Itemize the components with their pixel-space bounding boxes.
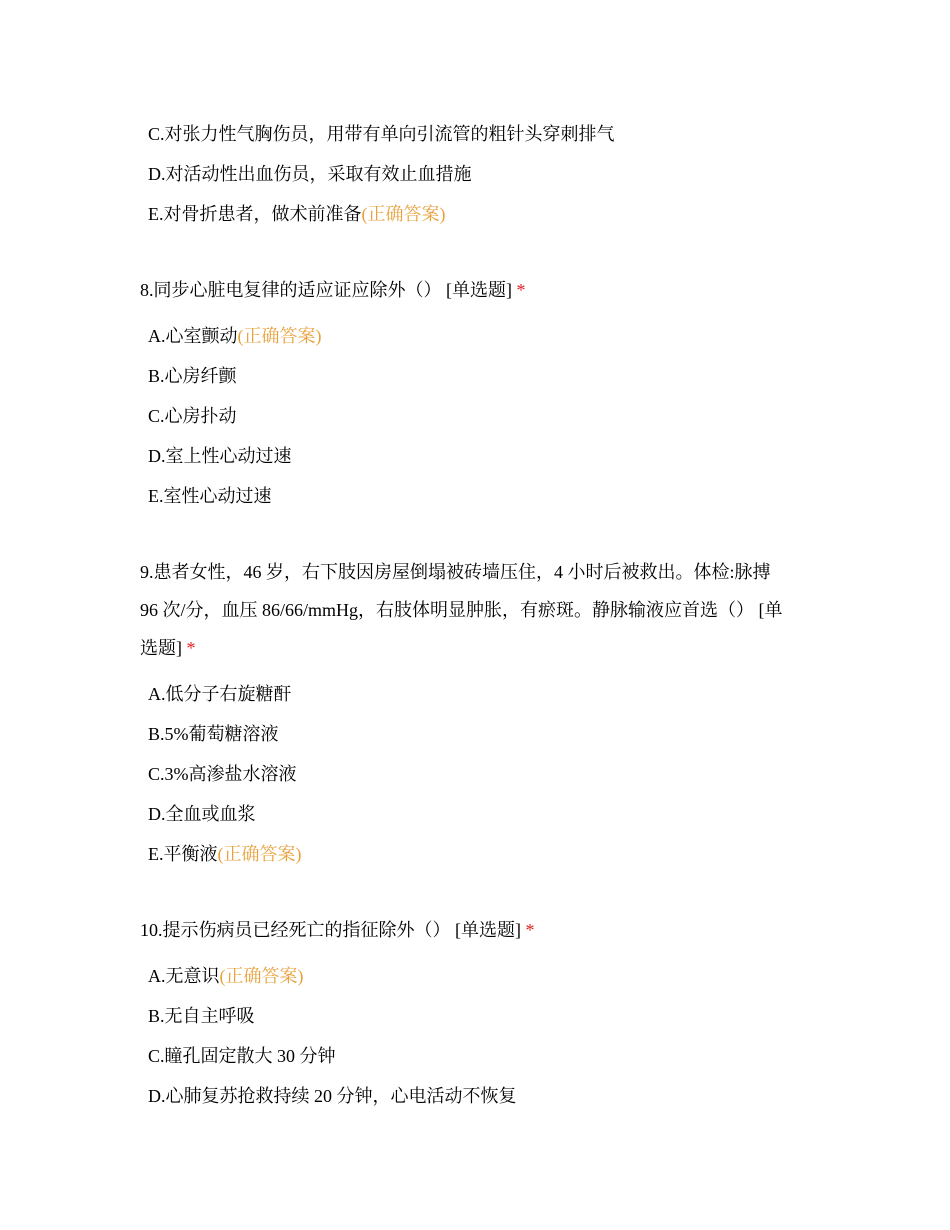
option-text: D.心肺复苏抢救持续 20 分钟，心电活动不恢复: [148, 1086, 517, 1106]
q10-option-a: [148, 964, 304, 988]
q9-title-line-3: [140, 636, 196, 660]
option-text: E.对骨折患者，做术前准备: [148, 204, 362, 224]
q8-option-e: [148, 484, 272, 508]
q8-title: [140, 278, 526, 302]
correct-answer-mark: (正确答案): [237, 326, 322, 346]
required-mark: *: [525, 920, 535, 940]
question-text: 选题]: [140, 638, 182, 658]
option-text: A.低分子右旋糖酐: [148, 684, 292, 704]
q9-option-b: [148, 722, 279, 746]
option-text: B.心房纤颤: [148, 366, 237, 386]
q8-option-d: [148, 444, 292, 468]
option-text: D.全血或血浆: [148, 804, 256, 824]
option-text: A.无意识: [148, 966, 220, 986]
question-text: 96 次/分，血压 86/66/mmHg，右肢体明显肿胀，有瘀斑。静脉输液应首选（） [单: [140, 600, 783, 620]
q7-option-c: [148, 122, 615, 146]
q9-title-line-2: [140, 598, 783, 622]
q9-title-line-1: [140, 560, 771, 584]
option-text: C.心房扑动: [148, 406, 237, 426]
q8-option-a: [148, 324, 322, 348]
q8-option-c: [148, 404, 237, 428]
option-text: B.5%葡萄糖溶液: [148, 724, 279, 744]
option-text: D.室上性心动过速: [148, 446, 292, 466]
q10-title: [140, 918, 535, 942]
option-text: C.对张力性气胸伤员，用带有单向引流管的粗针头穿刺排气: [148, 124, 615, 144]
required-mark: *: [516, 280, 526, 300]
q10-option-b: [148, 1004, 255, 1028]
option-text: C.瞳孔固定散大 30 分钟: [148, 1046, 336, 1066]
required-mark: *: [186, 638, 196, 658]
question-text: 8.同步心脏电复律的适应证应除外（） [单选题]: [140, 280, 512, 300]
question-text: 10.提示伤病员已经死亡的指征除外（） [单选题]: [140, 920, 521, 940]
correct-answer-mark: (正确答案): [217, 844, 302, 864]
question-text: 9.患者女性，46 岁，右下肢因房屋倒塌被砖墙压住，4 小时后被救出。体检:脉搏: [140, 562, 771, 582]
correct-answer-mark: (正确答案): [361, 204, 446, 224]
q10-option-c: [148, 1044, 336, 1068]
q10-option-d: [148, 1084, 517, 1108]
option-text: D.对活动性出血伤员，采取有效止血措施: [148, 164, 472, 184]
q8-option-b: [148, 364, 237, 388]
option-text: E.室性心动过速: [148, 486, 272, 506]
q9-option-d: [148, 802, 256, 826]
option-text: C.3%高渗盐水溶液: [148, 764, 297, 784]
q9-option-a: [148, 682, 292, 706]
option-text: E.平衡液: [148, 844, 218, 864]
q7-option-e: [148, 202, 446, 226]
option-text: A.心室颤动: [148, 326, 238, 346]
correct-answer-mark: (正确答案): [219, 966, 304, 986]
option-text: B.无自主呼吸: [148, 1006, 255, 1026]
q9-option-c: [148, 762, 297, 786]
q9-option-e: [148, 842, 302, 866]
q7-option-d: [148, 162, 472, 186]
